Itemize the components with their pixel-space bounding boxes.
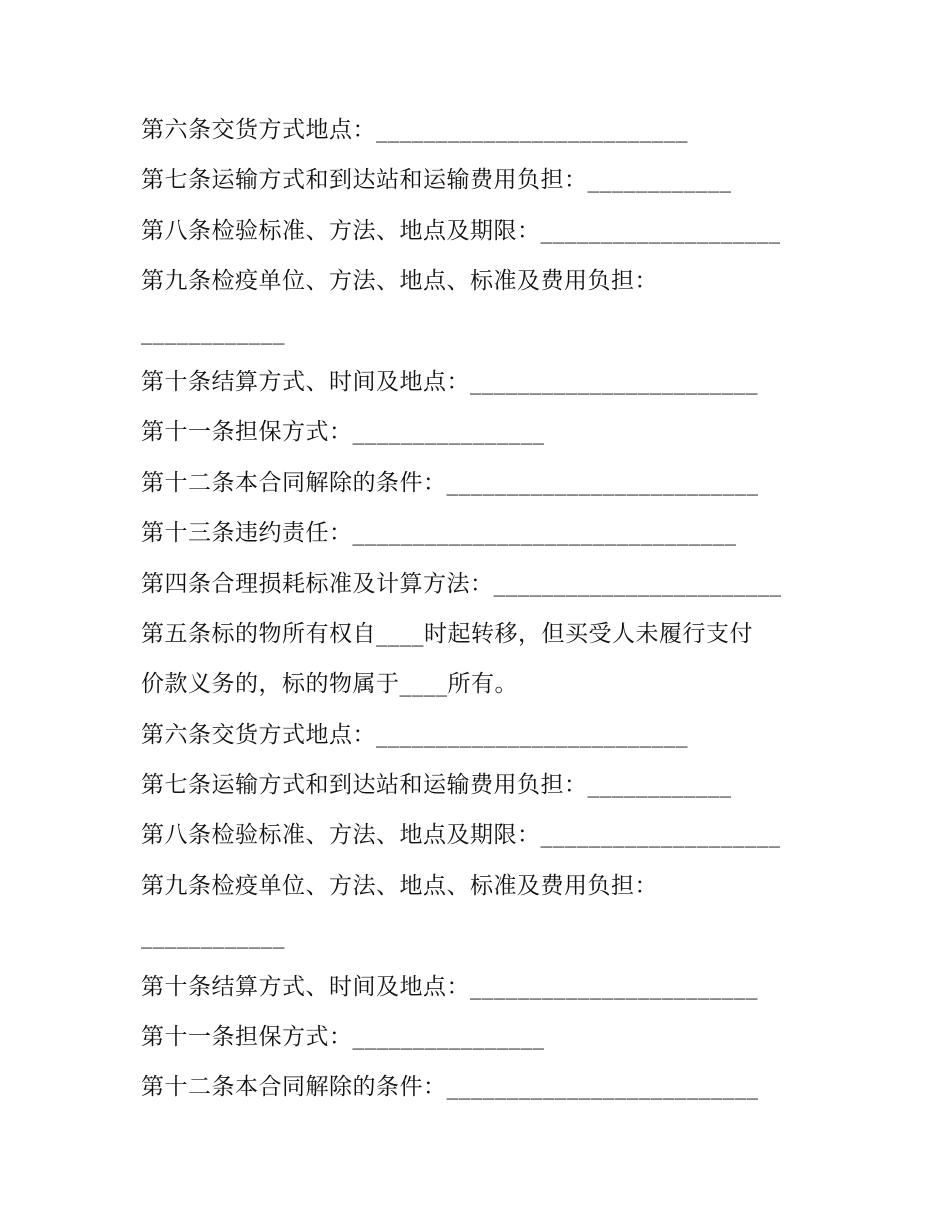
clause-line: 第十三条违约责任：________________________________ (141, 520, 737, 547)
clause-line: 第八条检验标准、方法、地点及期限：____________________ (141, 217, 781, 244)
clause-blank-line: ____________ (141, 318, 285, 345)
clause-line: 第十二条本合同解除的条件：__________________________ (141, 1074, 759, 1101)
clause-line: 第六条交货方式地点：__________________________ (141, 117, 688, 143)
clause-line: 第十条结算方式、时间及地点：________________________ (141, 368, 758, 395)
clause-line: 第九条检疫单位、方法、地点、标准及费用负担： (141, 872, 658, 899)
clause-line: 第四条合理损耗标准及计算方法：________________________ (141, 570, 782, 597)
clause-blank-line: ____________ (141, 923, 285, 950)
clause-line: 第七条运输方式和到达站和运输费用负担：____________ (141, 772, 732, 799)
clause-line: 第六条交货方式地点：__________________________ (141, 721, 688, 748)
clause-line: 第九条检疫单位、方法、地点、标准及费用负担： (141, 268, 658, 295)
clause-line: 第十一条担保方式：________________ (141, 419, 545, 446)
clause-line: 第十条结算方式、时间及地点：________________________ (141, 973, 758, 1000)
clause-line: 第七条运输方式和到达站和运输费用负担：____________ (141, 167, 732, 194)
clause-line: 第五条标的物所有权自____时起转移，但买受人未履行支付 (141, 620, 753, 647)
clause-line: 第十二条本合同解除的条件：__________________________ (141, 469, 759, 496)
clause-line: 第八条检验标准、方法、地点及期限：____________________ (141, 822, 781, 849)
clause-line: 第十一条担保方式：________________ (141, 1024, 545, 1051)
contract-clauses (141, 105, 821, 1113)
clause-line: 价款义务的，标的物属于____所有。 (141, 671, 518, 698)
